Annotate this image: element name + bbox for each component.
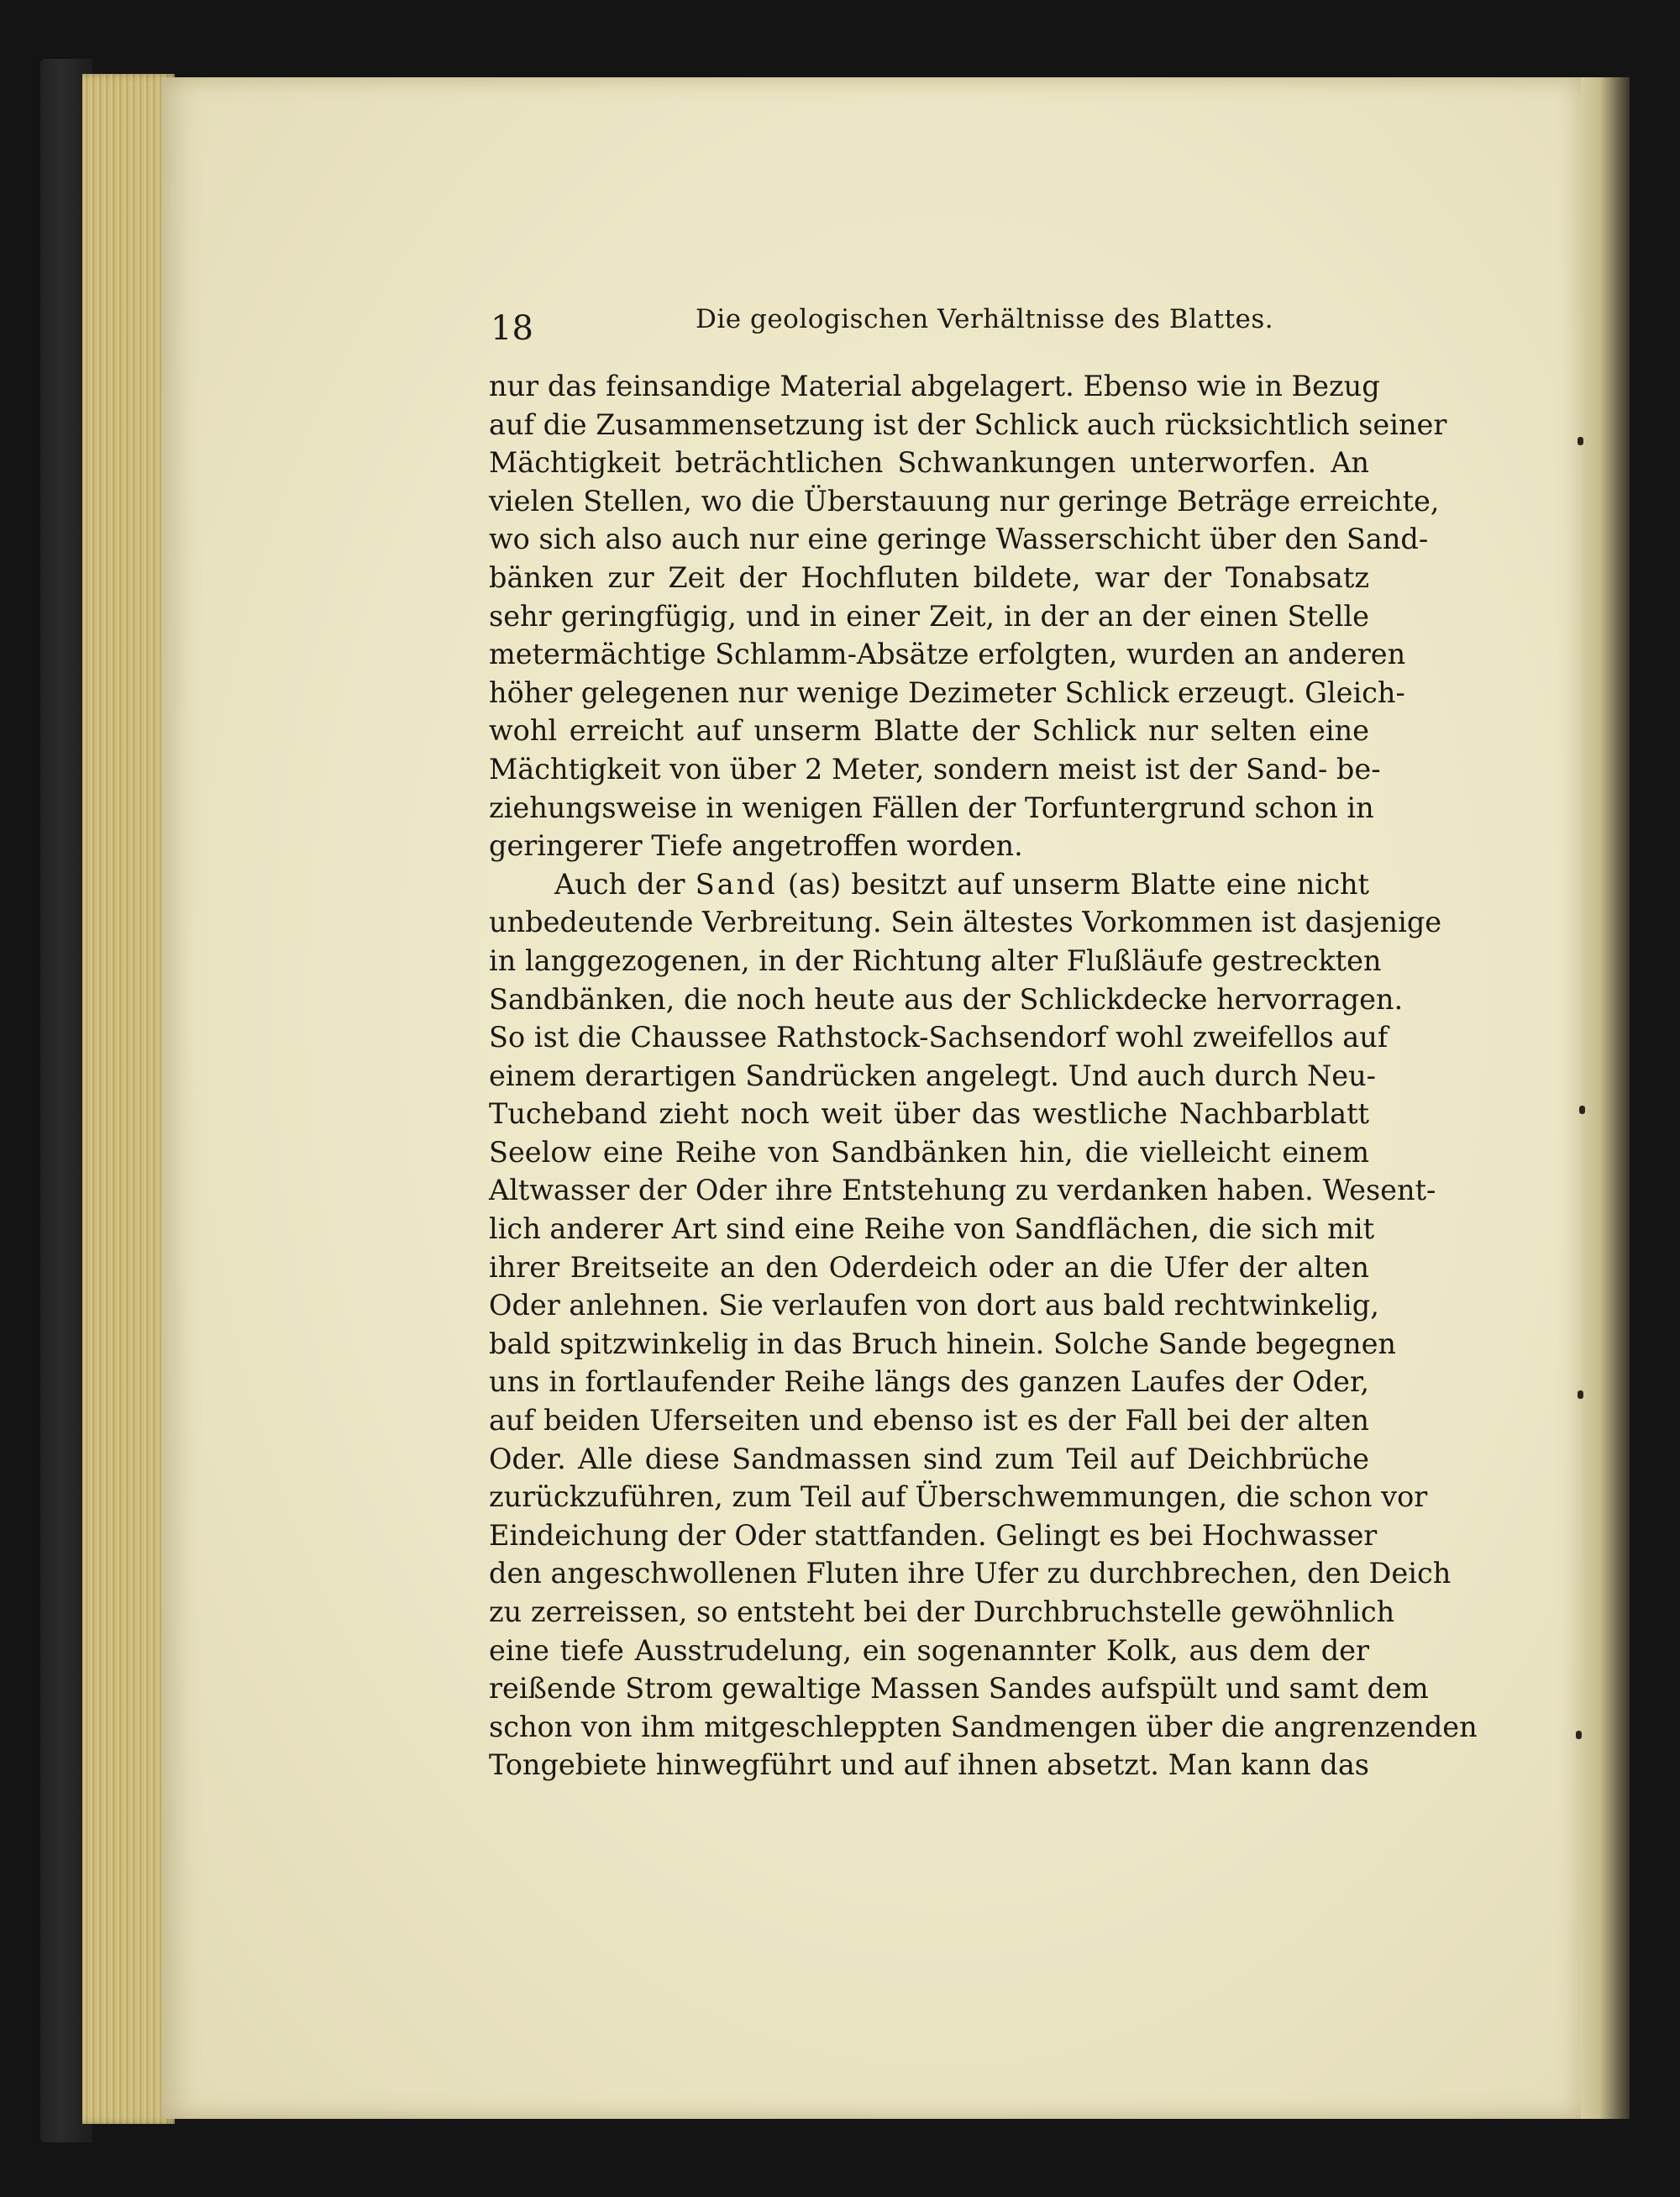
text-line: auf die Zusammensetzung ist der Schlick auch rücksichtlich seiner	[489, 407, 1447, 441]
text-line: in langgezogenen, in der Richtung alter Flußläufe gestreckten	[489, 943, 1382, 977]
text-line: den angeschwollenen Fluten ihre Ufer zu durchbrechen, den Deich	[489, 1557, 1452, 1590]
text-line: auf beiden Uferseiten und ebenso ist es der Fall bei der alten	[489, 1404, 1369, 1438]
text-line: Sandbänken, die noch heute aus der Schlickdecke hervorragen.	[489, 982, 1404, 1016]
running-title: Die geologischen Verhältnisse des Blattes.	[696, 304, 1274, 334]
margin-mark	[1576, 1731, 1582, 1739]
text-line: unbedeutende Verbreitung. Sein ältestes Vorkommen ist dasjenige	[489, 906, 1442, 939]
text-line: So ist die Chaussee Rathstock-Sachsendorf wohl zweifellos auf	[489, 1021, 1389, 1054]
text-line: wohl erreicht auf unserm Blatte der Schlick nur selten eine	[489, 714, 1369, 748]
text-line: Oder. Alle diese Sandmassen sind zum Teil auf Deichbrüche	[489, 1442, 1369, 1475]
facing-page-edge	[1579, 77, 1630, 2119]
text-line: höher gelegenen nur wenige Dezimeter Schlick erzeugt. Gleich-	[489, 675, 1405, 709]
margin-mark	[1578, 437, 1583, 445]
body-text	[489, 367, 1478, 1784]
running-head	[491, 304, 1364, 355]
text-line: Oder anlehnen. Sie verlaufen von dort aus bald rechtwinkelig,	[489, 1289, 1379, 1322]
text-line: Seelow eine Reihe von Sandbänken hin, die vielleicht einem	[489, 1135, 1369, 1169]
text-line: ziehungsweise in wenigen Fällen der Torfuntergrund schon in	[489, 791, 1374, 824]
text-line: ihrer Breitseite an den Oderdeich oder an die Ufer der alten	[489, 1250, 1369, 1284]
text-line: Mächtigkeit von über 2 Meter, sondern meist ist der Sand- be-	[489, 752, 1381, 786]
paragraph-first-line	[489, 865, 1369, 904]
text-line: wo sich also auch nur eine geringe Wasserschicht über den Sand-	[489, 523, 1429, 556]
margin-mark	[1579, 1106, 1585, 1114]
text-line: Altwasser der Oder ihre Entstehung zu verdanken haben. Wesent-	[489, 1174, 1436, 1207]
text-line: Mächtigkeit beträchtlichen Schwankungen unterworfen. An	[489, 446, 1369, 480]
margin-mark	[1578, 1390, 1583, 1399]
text-line: metermächtige Schlamm-Absätze erfolgten, wurden an anderen	[489, 638, 1406, 671]
text-fragment: Auch der	[554, 867, 696, 901]
text-fragment: (as) besitzt auf unserm Blatte eine nicht	[777, 867, 1369, 901]
text-line: Tongebiete hinwegführt und auf ihnen absetzt. Man kann das	[489, 1748, 1369, 1782]
text-line: nur das feinsandige Material abgelagert. Ebenso wie in Bezug	[489, 370, 1380, 402]
text-line: zurückzuführen, zum Teil auf Überschwemmungen, die schon vor	[489, 1480, 1428, 1514]
text-line: bald spitzwinkelig in das Bruch hinein. Solche Sande begegnen	[489, 1327, 1396, 1360]
text-line: zu zerreissen, so entsteht bei der Durchbruchstelle gewöhnlich	[489, 1595, 1395, 1628]
text-line: Tucheband zieht noch weit über das westliche Nachbarblatt	[489, 1097, 1369, 1131]
text-line: lich anderer Art sind eine Reihe von Sandflächen, die sich mit	[489, 1212, 1375, 1246]
text-line: einem derartigen Sandrücken angelegt. Und auch durch Neu-	[489, 1059, 1376, 1092]
text-line: Eindeichung der Oder stattfanden. Gelingt es bei Hochwasser	[489, 1518, 1378, 1552]
text-line: uns in fortlaufender Reihe längs des ganzen Laufes der Oder,	[489, 1365, 1369, 1399]
text-line: schon von ihm mitgeschleppten Sandmengen über die angrenzenden	[489, 1710, 1478, 1743]
text-line: sehr geringfügig, und in einer Zeit, in der an der einen Stelle	[489, 599, 1369, 633]
emphasized-term: Sand	[695, 867, 778, 901]
text-line: geringerer Tiefe angetroffen worden.	[489, 829, 1023, 863]
text-line: bänken zur Zeit der Hochfluten bildete, war der Tonabsatz	[489, 560, 1369, 594]
page-number: 18	[491, 309, 533, 348]
text-line: eine tiefe Ausstrudelung, ein sogenannter Kolk, aus dem der	[489, 1633, 1369, 1667]
text-line: reißende Strom gewaltige Massen Sandes aufspült und samt dem	[489, 1672, 1429, 1706]
text-line: vielen Stellen, wo die Überstauung nur geringe Beträge erreichte,	[489, 484, 1440, 518]
